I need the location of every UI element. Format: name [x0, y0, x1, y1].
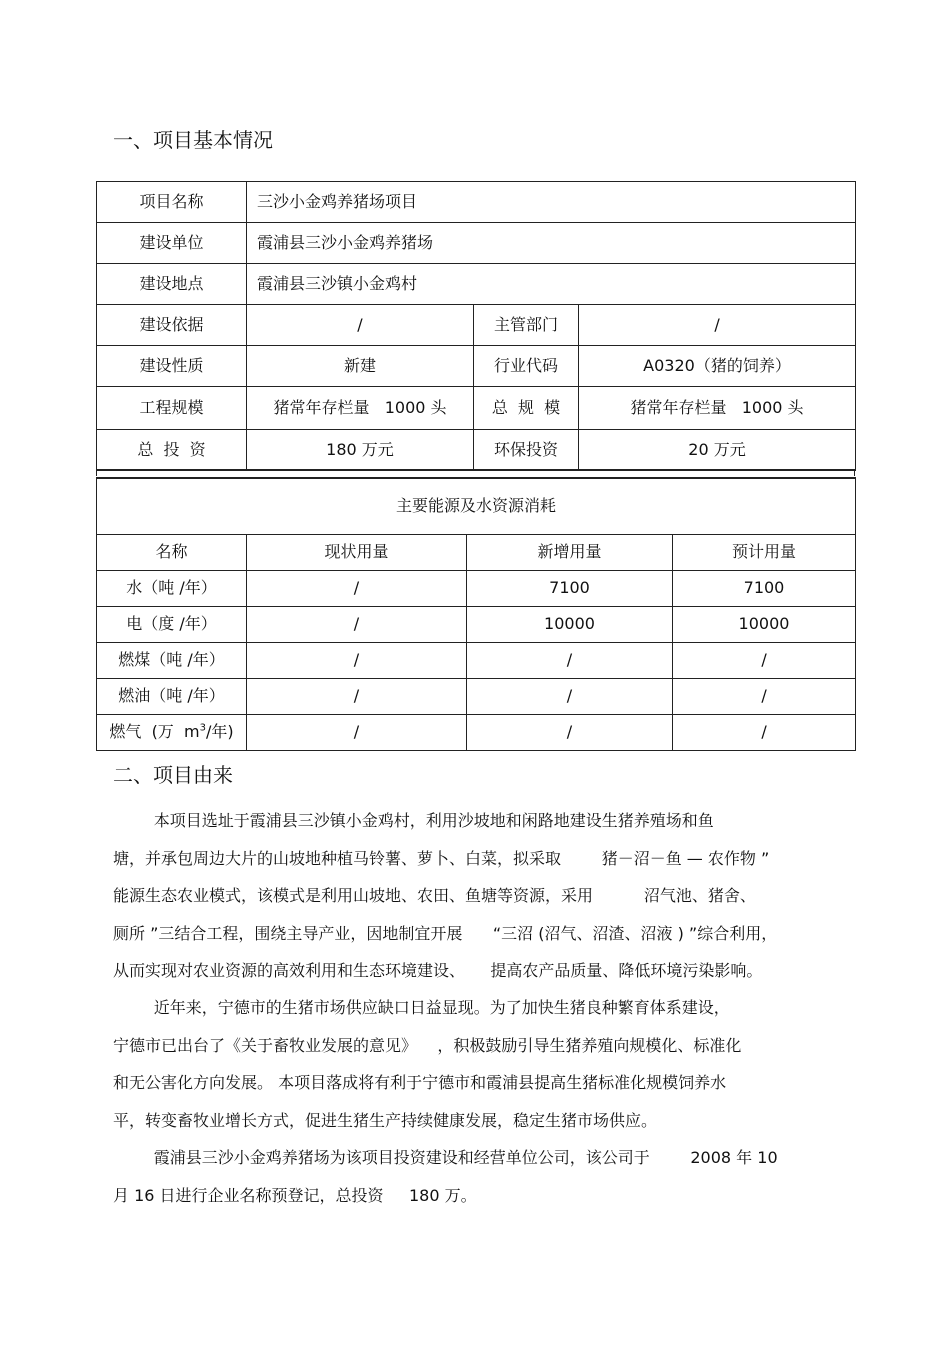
energy-row-gas-expected: / [673, 714, 856, 750]
invest-label: 总 投 资 [97, 430, 247, 471]
total-scale-label: 总 规 模 [474, 387, 579, 430]
section2-title: 二、项目由来 [113, 763, 233, 787]
energy-row-oil-current: / [247, 678, 467, 714]
site-label: 建设地点 [97, 264, 247, 305]
energy-header-name: 名称 [97, 534, 247, 570]
energy-row-gas-new: / [467, 714, 673, 750]
p2-line: 平，转变畜牧业增长方式，促进生猪生产持续健康发展，稳定生猪市场供应。 [113, 1110, 658, 1130]
unit-value: 霞浦县三沙小金鸡养猪场 [247, 223, 856, 264]
unit-label: 建设单位 [97, 223, 247, 264]
energy-header-current: 现状用量 [247, 534, 467, 570]
paragraph-3 [113, 1139, 843, 1214]
energy-row-gas-name [97, 714, 247, 750]
env-invest-label: 环保投资 [474, 430, 579, 471]
energy-row-oil-name: 燃油（吨 /年） [97, 678, 247, 714]
scale-value: 猪常年存栏量 1000 头 [247, 387, 474, 430]
p1-line: 能源生态农业模式，该模式是利用山坡地、农田、鱼塘等资源，采用 沼气池、猪舍、 [113, 886, 756, 905]
energy-header-expected: 预计用量 [673, 534, 856, 570]
basis-label: 建设依据 [97, 305, 247, 346]
energy-row-water-current: / [247, 570, 467, 606]
energy-row-coal-current: / [247, 642, 467, 678]
paragraph-2 [113, 989, 843, 1139]
energy-row-coal-name: 燃煤（吨 /年） [97, 642, 247, 678]
table-row [97, 678, 856, 714]
dept-value: / [579, 305, 856, 346]
invest-value: 180 万元 [247, 430, 474, 471]
energy-row-power-current: / [247, 606, 467, 642]
paragraph-1 [113, 802, 843, 990]
p2-line: 和无公害化方向发展。 本项目落成将有利于宁德市和霞浦县提高生猪标准化规模饲养水 [113, 1073, 727, 1092]
energy-row-water-expected: 7100 [673, 570, 856, 606]
table-row [97, 606, 856, 642]
energy-table [96, 477, 856, 751]
p3-line: 霞浦县三沙小金鸡养猪场为该项目投资建设和经营单位公司，该公司于 2008 年 10 [113, 1148, 778, 1167]
project-name-label: 项目名称 [97, 182, 247, 223]
p1-line: 塘，并承包周边大片的山坡地种植马铃薯、萝卜、白菜，拟采取 猪－沼－鱼 — 农作物 ” [113, 848, 770, 868]
energy-title: 主要能源及水资源消耗 [97, 478, 856, 534]
dept-label: 主管部门 [474, 305, 579, 346]
gas-suffix: /年) [205, 722, 234, 741]
energy-row-oil-expected: / [673, 678, 856, 714]
table-row [97, 714, 856, 750]
p1-line: 从而实现对农业资源的高效利用和生态环境建设、 提高农产品质量、降低环境污染影响。 [113, 961, 763, 980]
energy-row-water-name: 水（吨 /年） [97, 570, 247, 606]
energy-row-coal-expected: / [673, 642, 856, 678]
table-separator [96, 469, 855, 476]
table-row [97, 570, 856, 606]
energy-header-new: 新增用量 [467, 534, 673, 570]
energy-row-power-new: 10000 [467, 606, 673, 642]
table-row [97, 642, 856, 678]
energy-row-water-new: 7100 [467, 570, 673, 606]
p3-line: 月 16 日进行企业名称预登记，总投资 180 万。 [113, 1185, 477, 1205]
industry-value: A0320（猪的饲养） [579, 346, 856, 387]
energy-row-oil-new: / [467, 678, 673, 714]
site-value: 霞浦县三沙镇小金鸡村 [247, 264, 856, 305]
p2-line: 近年来，宁德市的生猪市场供应缺口日益显现。为了加快生猪良种繁育体系建设， [113, 998, 730, 1017]
energy-row-power-expected: 10000 [673, 606, 856, 642]
basis-value: / [247, 305, 474, 346]
env-invest-value: 20 万元 [579, 430, 856, 471]
energy-row-power-name: 电（度 /年） [97, 606, 247, 642]
gas-prefix: 燃气 (万 m [109, 722, 200, 741]
p1-line: 本项目选址于霞浦县三沙镇小金鸡村，利用沙坡地和闲路地建设生猪养殖场和鱼 [113, 811, 714, 830]
industry-label: 行业代码 [474, 346, 579, 387]
energy-row-gas-current: / [247, 714, 467, 750]
nature-value: 新建 [247, 346, 474, 387]
project-name-value: 三沙小金鸡养猪场项目 [247, 182, 856, 223]
section1-title: 一、项目基本情况 [113, 128, 273, 152]
p1-line: 厕所 ”三结合工程，围绕主导产业，因地制宜开展 “三沼 (沼气、沼渣、沼液 ) ”综合利用， [113, 923, 778, 943]
basic-info-table [96, 181, 856, 471]
p2-line: 宁德市已出台了《关于畜牧业发展的意见》 ，积极鼓励引导生猪养殖向规模化、标准化 [113, 1035, 742, 1055]
energy-row-coal-new: / [467, 642, 673, 678]
nature-label: 建设性质 [97, 346, 247, 387]
total-scale-value: 猪常年存栏量 1000 头 [579, 387, 856, 430]
gas-sup: 3 [199, 722, 206, 734]
scale-label: 工程规模 [97, 387, 247, 430]
